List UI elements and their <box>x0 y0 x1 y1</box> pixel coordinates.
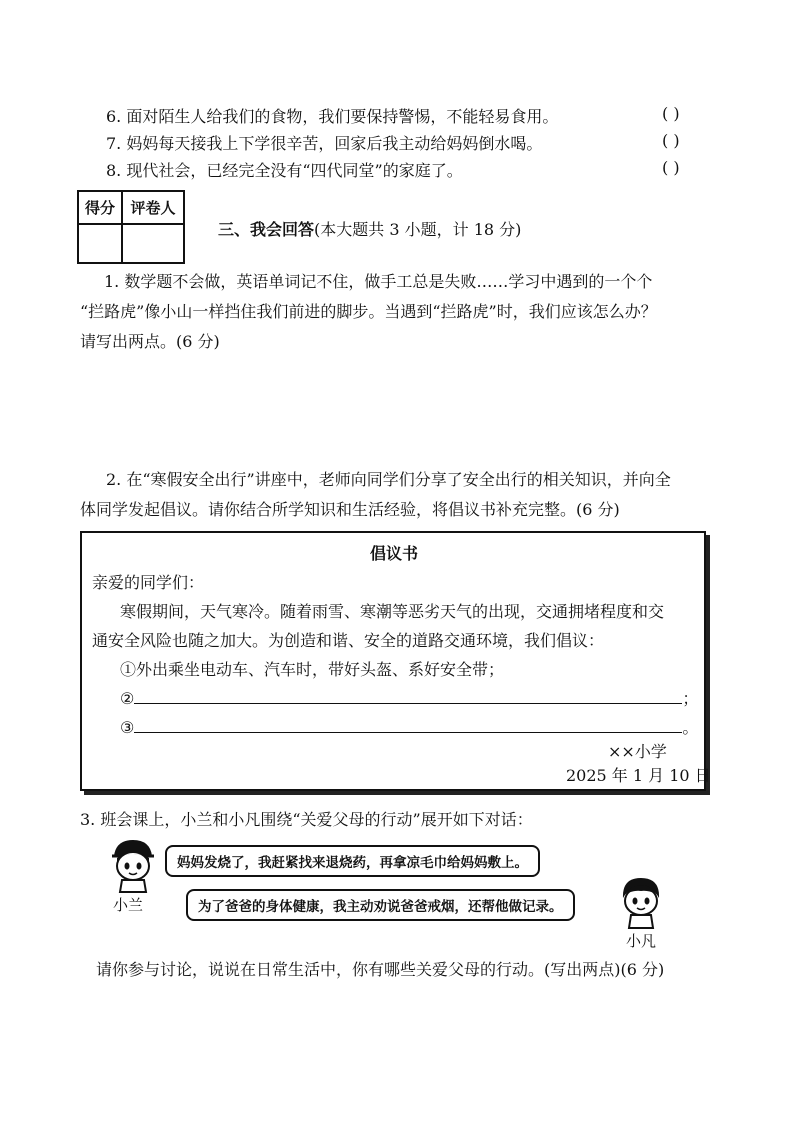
tf-item-8: 8. 现代社会，已经完全没有“四代同堂”的家庭了。 <box>106 161 463 180</box>
proposal-greeting: 亲爱的同学们： <box>92 573 205 592</box>
proposal-item-1: ①外出乘坐电动车、汽车时，带好头盔、系好安全带； <box>120 660 505 679</box>
proposal-item-3 <box>120 715 698 738</box>
proposal-date: 2025 年 1 月 10 日 <box>566 766 711 785</box>
item-3-blank[interactable] <box>134 716 682 733</box>
item-2-blank[interactable] <box>134 687 682 704</box>
q1-line3: 请写出两点。(6 分) <box>80 332 220 351</box>
item-3-end: 。 <box>682 718 699 737</box>
speech-bubble-xiaolan: 妈妈发烧了，我赶紧找来退烧药，再拿凉毛巾给妈妈敷上。 <box>165 845 540 877</box>
xiaolan-name: 小兰 <box>113 896 144 914</box>
score-table <box>77 190 185 264</box>
answer-paren-6[interactable]: ( ) <box>662 104 680 123</box>
proposal-signer: ××小学 <box>608 742 667 761</box>
q2-line2: 体同学发起倡议。请你结合所学知识和生活经验，将倡议书补充完整。(6 分) <box>80 500 620 519</box>
xiaofan-name: 小凡 <box>626 932 657 950</box>
xiaolan-avatar <box>108 836 158 894</box>
proposal-item-2 <box>120 686 698 709</box>
answer-paren-8[interactable]: ( ) <box>662 158 680 177</box>
grader-cell[interactable] <box>122 224 184 263</box>
section-subtitle: (本大题共 3 小题，计 18 分) <box>314 220 522 239</box>
score-cell[interactable] <box>78 224 122 263</box>
q1-line2: “拦路虎”像小山一样挡住我们前进的脚步。当遇到“拦路虎”时，我们应该怎么办？ <box>80 302 657 321</box>
proposal-title: 倡议书 <box>370 544 419 563</box>
tf-item-6: 6. 面对陌生人给我们的食物，我们要保持警惕，不能轻易食用。 <box>106 107 559 126</box>
q1-line1: 1. 数学题不会做，英语单词记不住，做手工总是失败……学习中遇到的一个个 <box>104 272 653 291</box>
proposal-body-line2: 通安全风险也随之加大。为创造和谐、安全的道路交通环境，我们倡议： <box>92 631 605 650</box>
item-2-number: ② <box>120 689 135 708</box>
speech-bubble-xiaofan: 为了爸爸的身体健康，我主动劝说爸爸戒烟，还帮他做记录。 <box>186 889 575 921</box>
score-header: 得分 <box>78 191 122 224</box>
q3-intro: 3. 班会课上，小兰和小凡围绕“关爱父母的行动”展开如下对话： <box>80 810 533 829</box>
q3-prompt: 请你参与讨论，说说在日常生活中，你有哪些关爱父母的行动。(写出两点)(6 分) <box>96 960 665 979</box>
question-1 <box>80 267 724 357</box>
item-3-number: ③ <box>120 718 135 737</box>
proposal-box <box>80 531 711 791</box>
item-2-end: ； <box>682 689 699 708</box>
q2-line1: 2. 在“寒假安全出行”讲座中，老师向同学们分享了安全出行的相关知识，并向全 <box>106 470 671 489</box>
answer-paren-7[interactable]: ( ) <box>662 131 680 150</box>
tf-item-7: 7. 妈妈每天接我上下学很辛苦，回家后我主动给妈妈倒水喝。 <box>106 134 543 153</box>
section-heading <box>218 217 521 240</box>
xiaofan-avatar <box>618 874 664 930</box>
section-title: 三、我会回答 <box>218 220 315 239</box>
question-2 <box>80 465 726 525</box>
proposal-body-line1: 寒假期间，天气寒冷。随着雨雪、寒潮等恶劣天气的出现，交通拥堵程度和交 <box>120 602 665 621</box>
grader-header: 评卷人 <box>122 191 184 224</box>
